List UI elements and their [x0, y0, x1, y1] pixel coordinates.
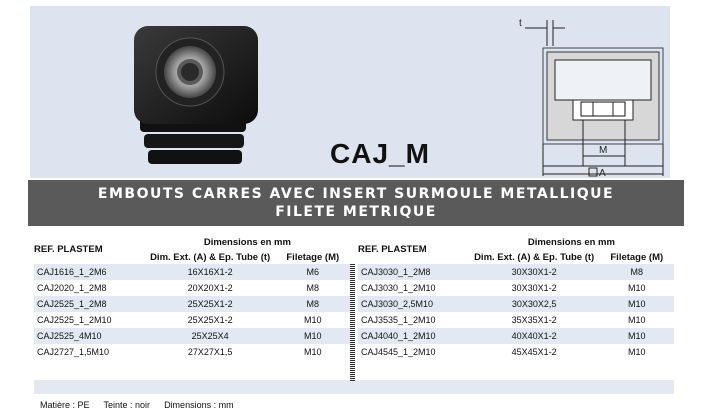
banner-line-2: FILETE METRIQUE [275, 204, 437, 220]
dim-subheader: Dim. Ext. (A) & Ep. Tube (t) [150, 251, 271, 263]
fil-cell: M10 [628, 347, 646, 357]
technical-drawing [513, 16, 673, 181]
ref-cell: CAJ2525_1_2M10 [37, 315, 112, 325]
product-photo [130, 18, 270, 176]
ref-header: REF. PLASTEM [358, 243, 427, 255]
table-row [358, 344, 674, 360]
left-table-body [34, 264, 350, 360]
ref-cell: CAJ4040_1_2M10 [361, 331, 436, 341]
dims-header: Dimensions en mm [527, 236, 615, 248]
ref-cell: CAJ2727_1,5M10 [37, 347, 110, 357]
table-row [358, 280, 674, 296]
table-row [358, 328, 674, 344]
ref-cell: CAJ1616_1_2M6 [37, 267, 107, 277]
dim-cell: 20X20X1-2 [187, 283, 233, 293]
product-code: CAJ_M [330, 138, 430, 169]
footer-teinte: Teinte : noir [103, 400, 151, 410]
ref-cell: CAJ2525_4M10 [37, 331, 102, 341]
fil-cell: M8 [306, 299, 320, 309]
dim-cell: 25X25X1-2 [187, 299, 233, 309]
table-bottom-band [34, 380, 674, 394]
table-row [358, 296, 674, 312]
dim-cell: 40X40X1-2 [511, 331, 557, 341]
product-hero [30, 6, 670, 178]
fil-subheader: Filetage (M) [610, 251, 664, 263]
fil-cell: M10 [304, 315, 322, 325]
dim-cell: 30X30X1-2 [511, 267, 557, 277]
title-banner [28, 180, 684, 226]
dim-cell: 35X35X1-2 [511, 315, 557, 325]
drawing-label-a: A [599, 168, 606, 179]
footer-specs [40, 400, 234, 410]
ref-header: REF. PLASTEM [34, 243, 103, 255]
table-row [34, 296, 350, 312]
dim-cell: 25X25X4 [191, 331, 229, 341]
footer-matiere: Matière : PE [40, 400, 90, 410]
fil-cell: M8 [306, 283, 320, 293]
table-row [34, 280, 350, 296]
ref-cell: CAJ4545_1_2M10 [361, 347, 436, 357]
dim-cell: 16X16X1-2 [187, 267, 233, 277]
fil-cell: M10 [628, 299, 646, 309]
fil-cell: M10 [628, 331, 646, 341]
drawing-label-m: M [599, 145, 608, 156]
table-row [358, 264, 674, 280]
banner-line-1: EMBOUTS CARRES AVEC INSERT SURMOULE METALLIQUE [97, 186, 615, 202]
table-separator [350, 264, 355, 382]
ref-cell: CAJ3535_1_2M10 [361, 315, 436, 325]
dim-subheader: Dim. Ext. (A) & Ep. Tube (t) [474, 251, 595, 263]
dim-cell: 25X25X1-2 [187, 315, 233, 325]
dim-cell: 45X45X1-2 [511, 347, 557, 357]
ref-cell: CAJ2525_1_2M8 [37, 299, 107, 309]
fil-cell: M10 [304, 331, 322, 341]
fil-cell: M10 [628, 283, 646, 293]
right-table-body [358, 264, 674, 360]
dim-cell: 30X30X1-2 [511, 283, 557, 293]
reference-tables [34, 234, 674, 398]
table-row [358, 312, 674, 328]
fil-cell: M10 [304, 347, 322, 357]
footer-dimensions: Dimensions : mm [164, 400, 234, 410]
drawing-label-t: t [519, 18, 522, 29]
dim-cell: 27X27X1,5 [187, 347, 233, 357]
reference-table-right [358, 234, 674, 360]
fil-cell: M8 [630, 267, 644, 277]
table-row [34, 344, 350, 360]
reference-table-left [34, 234, 350, 360]
table-row [34, 328, 350, 344]
ref-cell: CAJ2020_1_2M8 [37, 283, 107, 293]
dim-cell: 30X30X2,5 [511, 299, 557, 309]
ref-cell: CAJ3030_1_2M8 [361, 267, 431, 277]
fil-cell: M6 [306, 267, 320, 277]
table-row [34, 264, 350, 280]
dims-header: Dimensions en mm [203, 236, 291, 248]
ref-cell: CAJ3030_2,5M10 [361, 299, 434, 309]
fil-subheader: Filetage (M) [286, 251, 340, 263]
ref-cell: CAJ3030_1_2M10 [361, 283, 436, 293]
fil-cell: M10 [628, 315, 646, 325]
table-row [34, 312, 350, 328]
